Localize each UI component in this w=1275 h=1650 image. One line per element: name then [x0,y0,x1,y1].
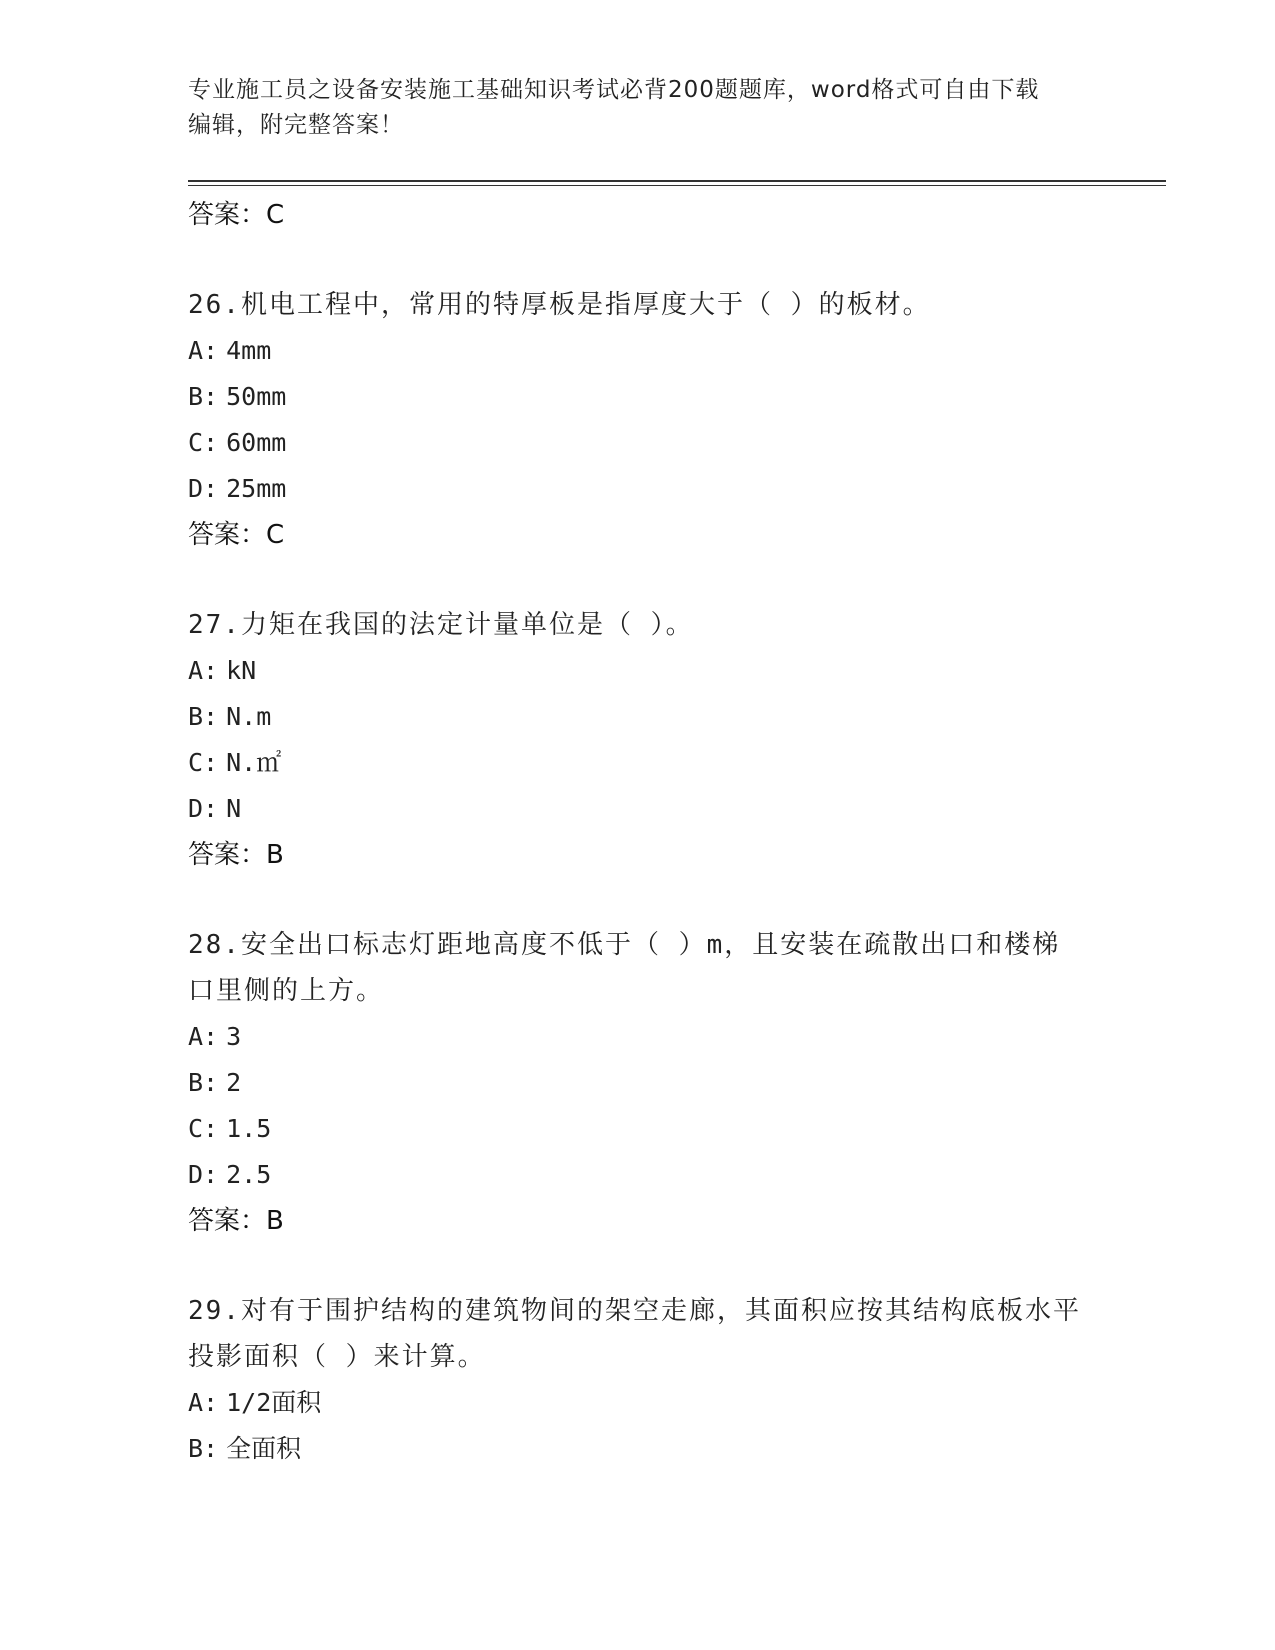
option-value: 1.5 [226,1114,272,1143]
answer-line: 答案：C [188,520,285,550]
header-divider-thin [188,185,1166,186]
option-value: 25mm [226,474,287,503]
answer-line: 答案：C [188,200,285,230]
option-d [188,786,1088,832]
option-value: 全面积 [226,1434,302,1463]
option-label: A: [188,1388,219,1417]
answer-line: 答案：B [188,840,284,870]
header-line-2: 编辑，附完整答案！ [188,112,404,138]
option-value: 2.5 [226,1160,272,1189]
question-list [188,192,1088,1472]
option-c [188,1106,1088,1152]
page-header [188,73,1088,143]
option-value: 50mm [226,382,287,411]
header-divider [188,180,1166,182]
option-label: B: [188,1068,219,1097]
option-value: 2 [226,1068,242,1097]
question-text: 28.安全出口标志灯距地高度不低于（ ）m，且安装在疏散出口和楼梯口里侧的上方。 [188,930,1061,1006]
option-label: D: [188,474,219,503]
option-b [188,694,1088,740]
option-label: B: [188,702,219,731]
option-a [188,328,1088,374]
option-value: N [226,794,242,823]
option-label: D: [188,794,219,823]
option-label: C: [188,1114,219,1143]
answer-line: 答案：B [188,1206,284,1236]
option-label: A: [188,656,219,685]
option-value: 4mm [226,336,272,365]
question-text: 27.力矩在我国的法定计量单位是（ ）。 [188,610,694,640]
option-label: A: [188,1022,219,1051]
option-label: B: [188,382,219,411]
question-text: 26.机电工程中，常用的特厚板是指厚度大于（ ）的板材。 [188,290,931,320]
option-value: 60mm [226,428,287,457]
option-label: C: [188,748,219,777]
option-d [188,466,1088,512]
question-text: 29.对有于围护结构的建筑物间的架空走廊，其面积应按其结构底板水平投影面积（ ）来计算。 [188,1296,1081,1372]
option-b [188,1426,1088,1472]
option-label: D: [188,1160,219,1189]
option-b [188,1060,1088,1106]
option-a [188,1380,1088,1426]
option-value: N.m [226,702,272,731]
option-label: A: [188,336,219,365]
option-d [188,1152,1088,1198]
option-value: kN [226,656,257,685]
option-b [188,374,1088,420]
option-value: N.㎡ [226,748,282,777]
option-a [188,1014,1088,1060]
option-a [188,648,1088,694]
option-value: 3 [226,1022,242,1051]
option-label: B: [188,1434,219,1463]
option-c [188,740,1088,786]
option-value: 1/2面积 [226,1388,322,1417]
header-line-1: 专业施工员之设备安装施工基础知识考试必背200题题库，word格式可自由下载 [188,77,1040,103]
option-c [188,420,1088,466]
option-label: C: [188,428,219,457]
